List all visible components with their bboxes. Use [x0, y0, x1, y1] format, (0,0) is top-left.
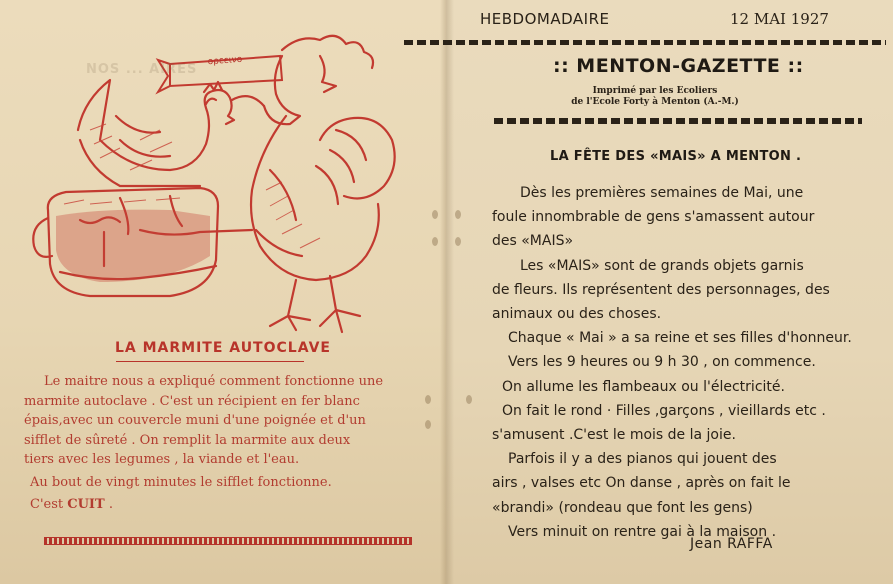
ribbon-text: ορεεινο	[207, 54, 243, 68]
article-line: Vers minuit on rentre gai à la maison .	[508, 523, 777, 540]
article-line: «brandi» (rondeau que font les gens)	[492, 499, 753, 516]
left-article-body	[24, 372, 408, 515]
article-line: airs , valses etc On danse , après on fait le	[492, 475, 791, 492]
center-fold	[440, 0, 454, 584]
left-body-line: Le maitre nous a expliqué comment fonctionne une	[44, 374, 384, 389]
header-date: 12 MAI 1927	[730, 10, 829, 28]
left-body-line: marmite autoclave . C'est un récipient en fer blanc	[24, 393, 360, 409]
article-line: animaux ou des choses.	[492, 306, 662, 323]
punch-hole	[466, 395, 472, 404]
punch-hole	[455, 237, 461, 246]
left-article-title-text: LA MARMITE AUTOCLAVE	[114, 340, 331, 356]
left-body-line: épais,avec un couvercle muni d'une poignée et d'un	[24, 413, 366, 428]
article-line: Parfois il y a des pianos qui jouent des	[508, 451, 777, 468]
article-line: On fait le rond · Filles ,garçons , vieillards etc .	[502, 402, 826, 419]
left-body-word: C'est	[30, 497, 64, 512]
article-body	[490, 181, 860, 544]
bleed-through: NOS ... AIRES	[86, 62, 198, 77]
punch-hole	[425, 395, 431, 404]
left-body-line: tiers avec les legumes , la viande et l'eau.	[24, 452, 300, 467]
left-body-line: Au bout de vingt minutes le sifflet fonctionne.	[30, 474, 332, 490]
cuit-word: CUIT	[67, 497, 105, 512]
imprint	[560, 86, 750, 108]
article-line: Les «MAIS» sont de grands objets garnis	[520, 257, 804, 274]
article-author: Jean RAFFA	[690, 536, 773, 552]
masthead-dashed-rule	[494, 118, 862, 124]
punch-hole	[432, 210, 438, 219]
article-line: s'amusent .C'est le mois de la joie.	[492, 427, 736, 444]
rooster-hen-pot-icon	[20, 20, 400, 340]
title-underline	[116, 361, 304, 362]
punch-hole	[425, 420, 431, 429]
punch-hole	[455, 210, 461, 219]
imprint-line: Imprimé par les Ecoliers	[592, 86, 718, 96]
article-line: Dès les premières semaines de Mai, une	[520, 185, 804, 201]
article-line: des «MAIS»	[492, 233, 574, 250]
article-line: de fleurs. Ils représentent des personnages, des	[492, 281, 830, 298]
red-dotted-rule	[44, 537, 412, 545]
masthead: :: MENTON-GAZETTE ::	[553, 55, 804, 77]
article-line: foule innombrable de gens s'amassent autour	[492, 209, 815, 226]
left-body-word: .	[108, 497, 113, 512]
left-body-final-line	[24, 495, 408, 515]
left-article-title	[0, 340, 446, 356]
left-body-line: sifflet de sûreté . On remplit la marmite aux deux	[24, 432, 351, 448]
article-line: Vers les 9 heures ou 9 h 30 , on commence.	[508, 354, 816, 371]
article-line: On allume les flambeaux ou l'électricité.	[502, 378, 785, 395]
article-line: Chaque « Mai » a sa reine et ses filles d'honneur.	[508, 330, 852, 347]
top-dashed-rule	[404, 40, 886, 45]
article-title: LA FÊTE DES «MAIS» A MENTON .	[550, 149, 802, 164]
header-weekly: HEBDOMADAIRE	[480, 10, 610, 28]
punch-hole	[432, 237, 438, 246]
imprint-line: de l'Ecole Forty à Menton (A.-M.)	[571, 97, 739, 107]
